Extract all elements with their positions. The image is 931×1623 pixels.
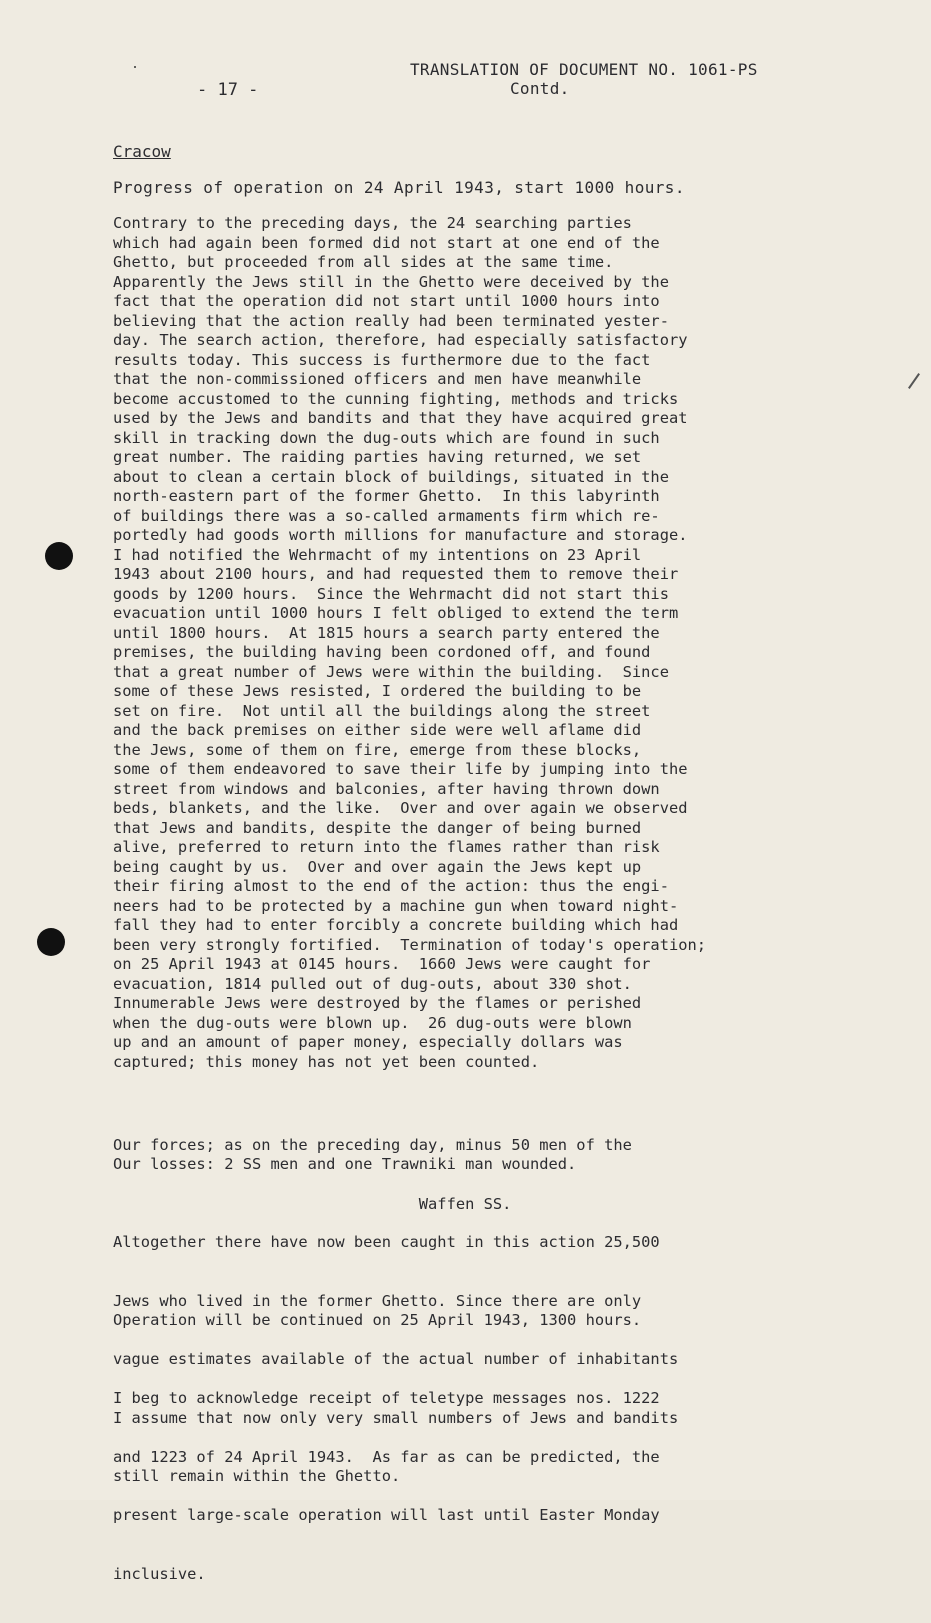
text-line: some of these Jews resisted, I ordered the building to be	[113, 682, 642, 700]
text-line: goods by 1200 hours. Since the Wehrmacht did not start this	[113, 584, 669, 603]
text-line: when the dug-outs were blown up. 26 dug-outs were blown	[113, 1013, 632, 1032]
text-line: skill in tracking down the dug-outs which are found in such	[113, 428, 660, 447]
page-number: - 17 -	[197, 80, 259, 100]
text-line: Our forces; as on the preceding day, minus 50 men of the	[113, 1136, 632, 1154]
text-line: some of them endeavored to save their life by jumping into the	[113, 760, 688, 778]
text-line: present large-scale operation will last until Easter Monday	[113, 1506, 660, 1524]
text-line: the Jews, some of them on fire, emerge from these blocks,	[113, 740, 642, 759]
text-line: I beg to acknowledge receipt of teletype messages nos. 1222	[113, 1389, 660, 1407]
text-line: portedly had goods worth millions for manufacture and storage.	[113, 526, 688, 544]
text-line: fall they had to enter forcibly a concrete building which had	[113, 916, 679, 934]
text-line: fact that the operation did not start until 1000 hours into	[113, 292, 660, 310]
losses-paragraph: Our losses: 2 SS men and one Trawniki man wounded.	[113, 1155, 577, 1173]
text-line: I assume that now only very small numbers of Jews and bandits	[113, 1408, 679, 1427]
text-line: Contrary to the preceding days, the 24 searching parties	[113, 214, 632, 232]
text-line: believing that the action really had been terminated yester-	[113, 311, 669, 330]
text-line: day. The search action, therefore, had especially satisfactory	[113, 331, 688, 349]
acknowledgement-paragraph	[113, 1350, 660, 1623]
stray-mark	[134, 66, 136, 68]
text-line: their firing almost to the end of the action: thus the engi-	[113, 877, 669, 895]
text-line: and 1223 of 24 April 1943. As far as can be predicted, the	[113, 1447, 660, 1466]
text-line: that Jews and bandits, despite the danger of being burned	[113, 818, 642, 837]
text-line: great number. The raiding parties having returned, we set	[113, 448, 642, 466]
punch-hole	[37, 928, 65, 956]
text-line: become accustomed to the cunning fighting, methods and tricks	[113, 389, 679, 408]
text-line: premises, the building having been cordoned off, and found	[113, 643, 651, 661]
text-line: which had again been formed did not start at one end of the	[113, 233, 660, 252]
text-line: evacuation until 1000 hours I felt obliged to extend the term	[113, 604, 679, 622]
text-line: captured; this money has not yet been counted.	[113, 1052, 540, 1071]
continuation-paragraph: Operation will be continued on 25 April 1943, 1300 hours.	[113, 1311, 642, 1329]
text-line: Apparently the Jews still in the Ghetto were deceived by the	[113, 272, 669, 291]
main-paragraph	[113, 214, 873, 1072]
text-line: results today. This success is furthermore due to the fact	[113, 350, 651, 369]
text-line: until 1800 hours. At 1815 hours a search party entered the	[113, 623, 660, 642]
text-line: still remain within the Ghetto.	[113, 1467, 401, 1485]
text-line: I had notified the Wehrmacht of my intentions on 23 April	[113, 545, 642, 564]
text-line: evacuation, 1814 pulled out of dug-outs, about 330 shot.	[113, 974, 632, 993]
text-line: Waffen SS.	[113, 1194, 512, 1213]
text-line: beds, blankets, and the like. Over and over again we observed	[113, 799, 688, 817]
text-line: being caught by us. Over and over again the Jews kept up	[113, 857, 642, 876]
text-line: inclusive.	[113, 1564, 206, 1583]
text-line: Jews who lived in the former Ghetto. Since there are only	[113, 1291, 642, 1310]
text-line: on 25 April 1943 at 0145 hours. 1660 Jews were caught for	[113, 955, 651, 973]
text-line: street from windows and balconies, after having thrown down	[113, 779, 660, 798]
text-line: 1943 about 2100 hours, and had requested them to remove their	[113, 565, 679, 583]
text-line: up and an amount of paper money, especially dollars was	[113, 1033, 623, 1051]
document-header	[410, 60, 758, 98]
text-line: Innumerable Jews were destroyed by the flames or perished	[113, 994, 642, 1012]
text-line: Altogether there have now been caught in this action 25,500	[113, 1233, 660, 1251]
pencil-mark	[908, 373, 920, 389]
continued-label: Contd.	[510, 79, 570, 98]
text-line: been very strongly fortified. Termination of today's operation;	[113, 935, 707, 954]
text-line: about to clean a certain block of buildings, situated in the	[113, 467, 669, 486]
text-line: Ghetto, but proceeded from all sides at the same time.	[113, 253, 614, 271]
place-heading: Cracow	[113, 142, 171, 161]
text-line: that a great number of Jews were within the building. Since	[113, 662, 669, 681]
text-line: of buildings there was a so-called armaments firm which re-	[113, 506, 660, 525]
text-line: that the non-commissioned officers and men have meanwhile	[113, 370, 642, 388]
text-line: used by the Jews and bandits and that they have acquired great	[113, 409, 688, 427]
text-line: neers had to be protected by a machine gun when toward night-	[113, 896, 679, 915]
text-line: set on fire. Not until all the buildings along the street	[113, 701, 651, 720]
progress-line: Progress of operation on 24 April 1943, start 1000 hours.	[113, 178, 685, 197]
text-line: north-eastern part of the former Ghetto. In this labyrinth	[113, 487, 660, 505]
text-line: vague estimates available of the actual number of inhabitants	[113, 1350, 679, 1368]
text-line: alive, preferred to return into the flames rather than risk	[113, 838, 660, 856]
translation-title: TRANSLATION OF DOCUMENT NO. 1061-PS	[410, 60, 758, 79]
punch-hole	[45, 542, 73, 570]
text-line: and the back premises on either side were well aflame did	[113, 721, 642, 739]
